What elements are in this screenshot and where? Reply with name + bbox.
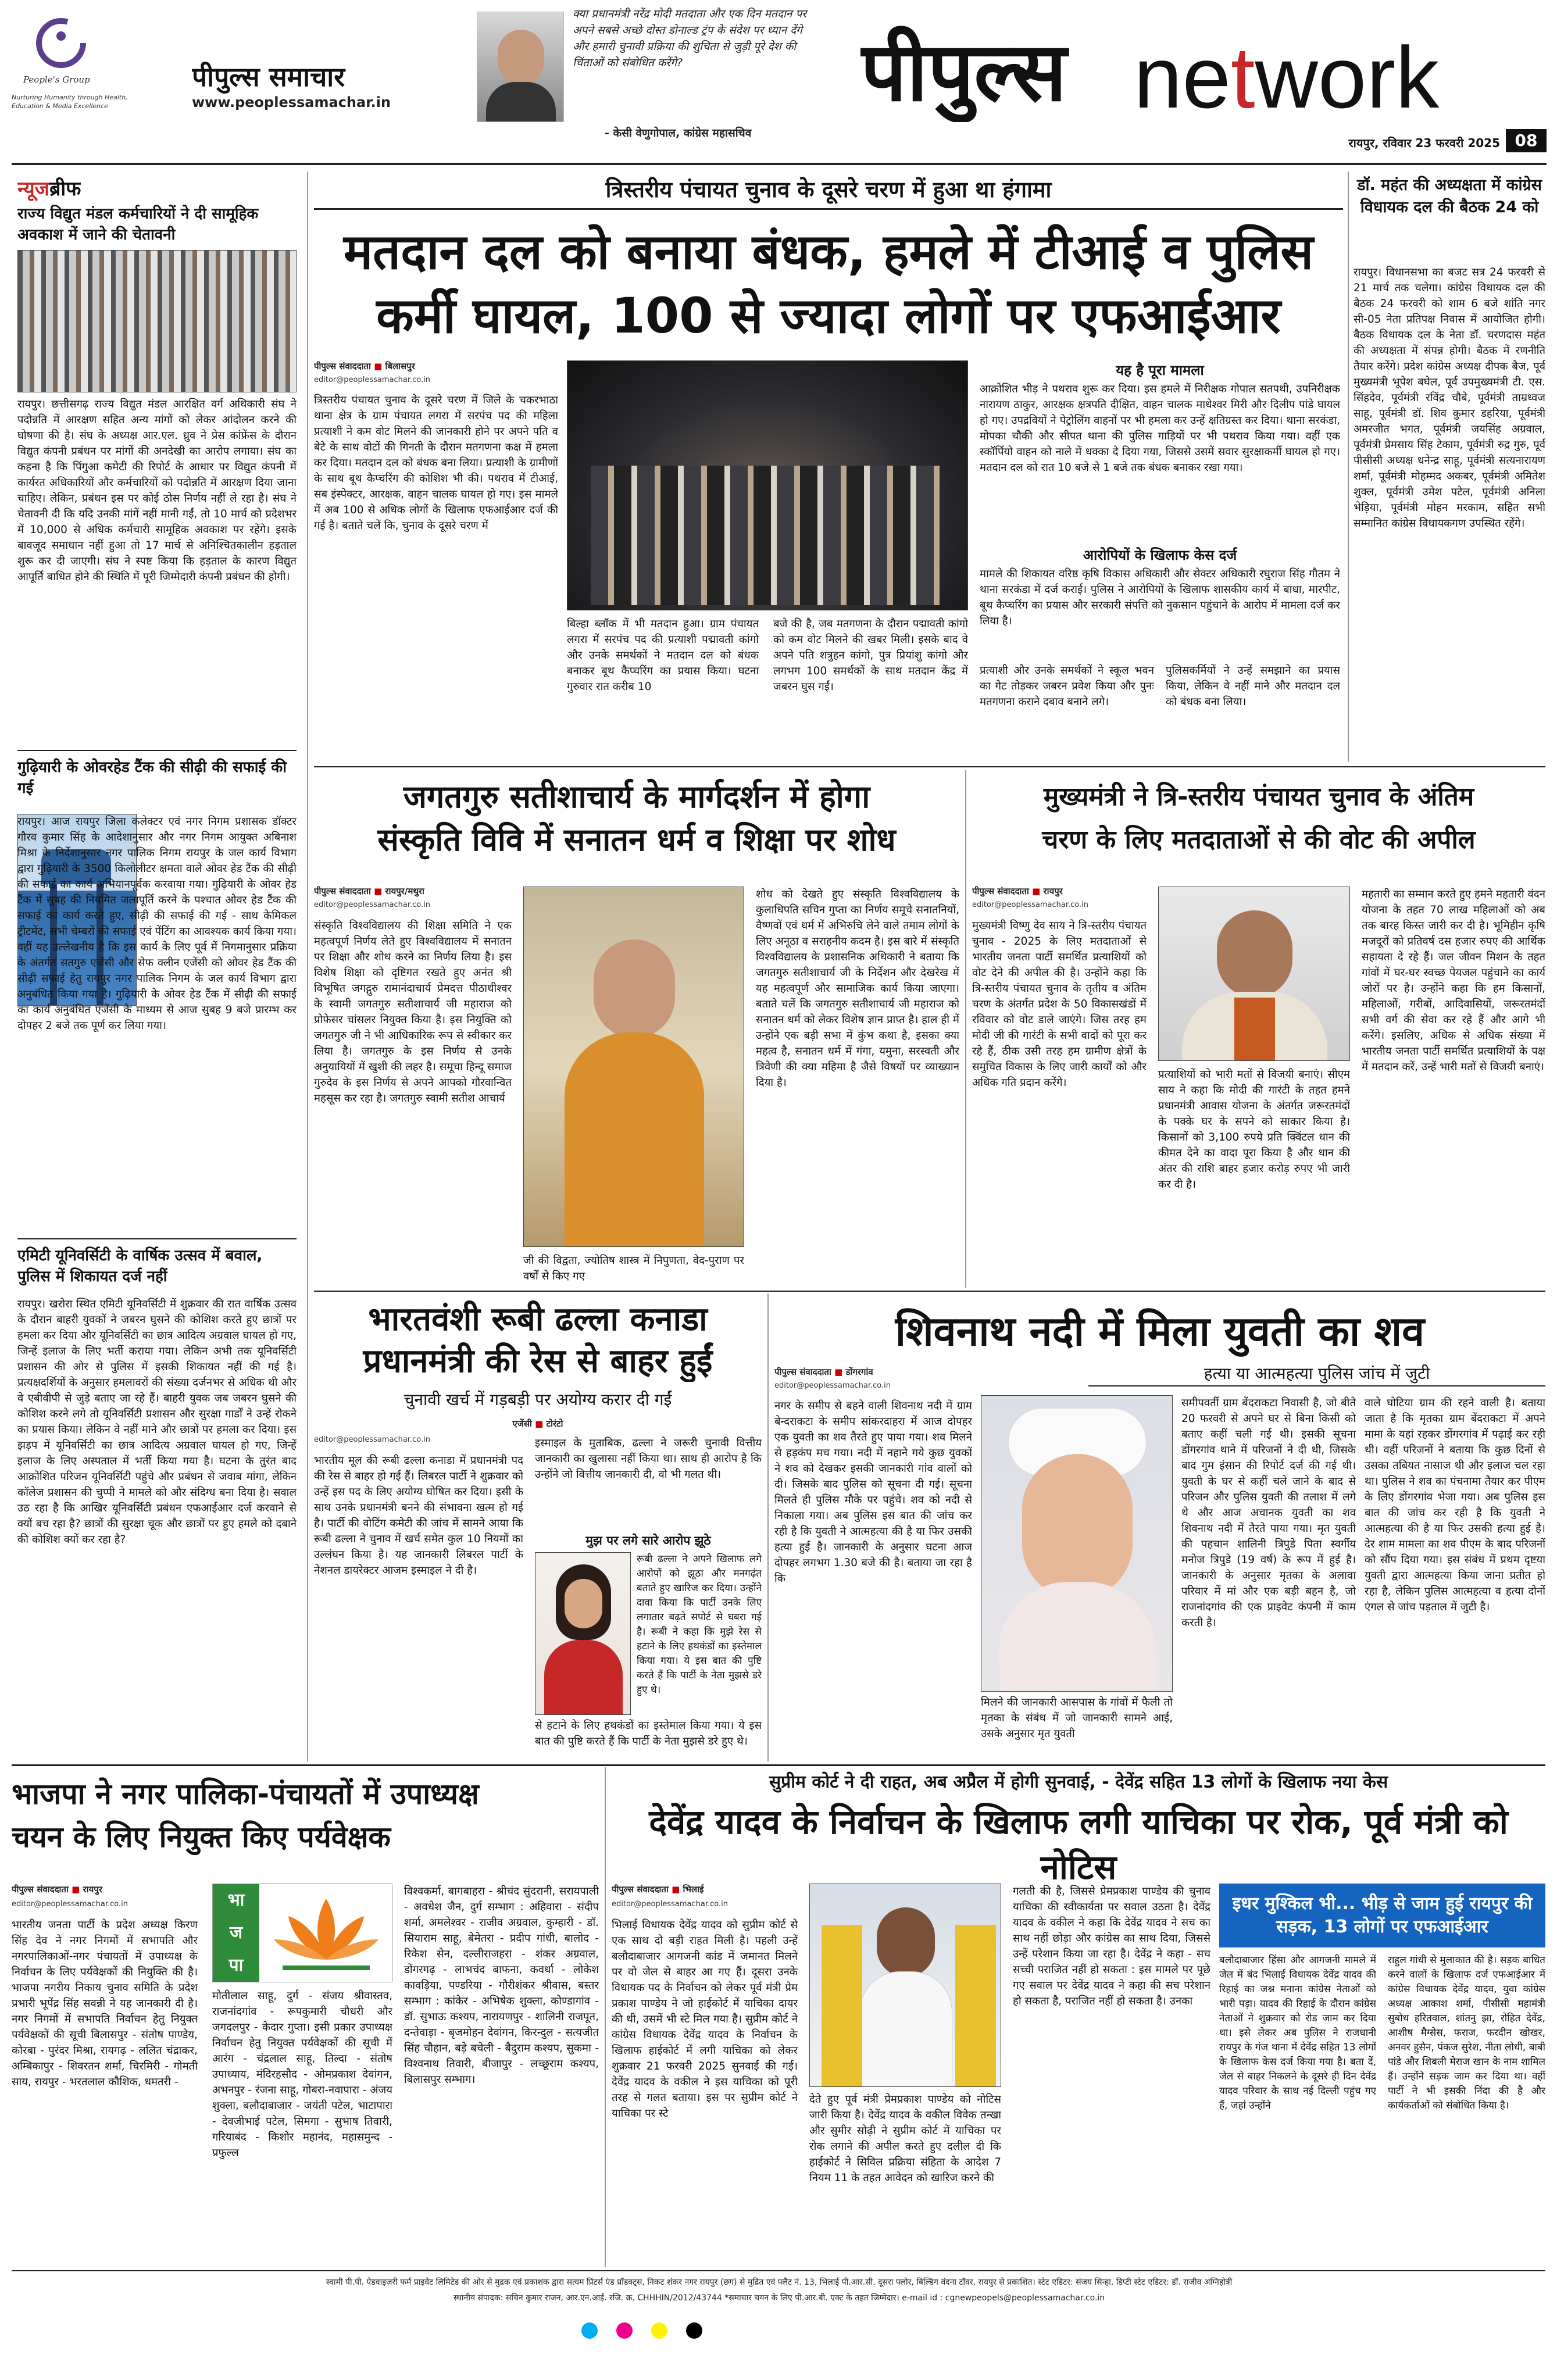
lead-headline-2: कर्मी घायल, 100 से ज्यादा लोगों पर एफआईआर [376, 287, 1281, 344]
jagadguru-headline-1: जगतगुरु सतीशाचार्य के मार्गदर्शन में होगा [403, 778, 870, 815]
ruby-byline: एजेंसी ■ टोरंटो [512, 1418, 563, 1429]
paper-name: पीपुल्स समाचार [192, 61, 345, 92]
brief-3-body: रायपुर। खरोरा स्थित एमिटी यूनिवर्सिटी में शुक्रवार की रात वार्षिक उत्सव के दौरान बाहरी युवकों ने जबरन घुसने की कोशिश करते हुए छात्रों पर हमला कर दिया और यूनिवर्सिटी का छात्र आदित्य अग्रवाल घायल हो गए, जिन्हें इलाज के लिए भर्ती कराया गया। लेकिन अभी तक यूनिवर्सिटी प्रशासन की ओर से पुलिस में इसकी शिकायत नहीं की गई है। प्रत्यक्षदर्शियों के अनुसार हमलावरों की संख्या दर्जनभर से अधिक थी और वे एबीवीपी से जुड़े बताए जा रहे हैं। बाहरी युवक जब जबरन घुसने की कोशिश करने लगे तो यूनिवर्सिटी प्रशासन और सुरक्षा गार्डों ने उन्हें रोकने का प्रयास किया। लेकिन वे नहीं माने और छात्रों पर हमला कर दिया। इस झड़प में यूनिवर्सिटी का छात्र आदित्य अग्रवाल घायल हो गए, जिन्हें इलाज के लिए अस्पताल में भर्ती किया गया है। घटना के तुरंत बाद आक्रोशित परिजन यूनिवर्सिटी पहुंचे और प्रबंधन से जवाब मांगा, लेकिन कॉलेज प्रशासन की चुप्पी ने मामले को और संदिग्ध बना दिया है। सवाल उठ रहा है कि आखिर यूनिवर्सिटी प्रबंधन एफआईआर दर्ज करवाने से क्यों बच रहा है? छात्रों की सुरक्षा चूक और छात्रों पर हुए हमले को दबाने की कोशिश क्यों कर रहा है? [17, 1298, 297, 1546]
lead-email[interactable]: editor@peoplessamachar.co.in [314, 376, 430, 384]
brief-tag-2: ब्रीफ [49, 177, 81, 201]
jagadguru-headline-2: संस्कृति विवि में सनातन धर्म व शिक्षा पर शोध [377, 821, 896, 858]
lead-body-1: त्रिस्तरीय पंचायत चुनाव के दूसरे चरण में जिले के चकरभाठा थाना क्षेत्र के ग्राम पंचायत लगरा में सरपंच पद की महिला प्रत्याशी ने कम वोट मिलने की जानकारी होने पर अपने पति व बेटे के साथ वोटों की गिनती के दौरान मतगणना कक्ष में हमला कर दिया। मतदान दल को बंधक बना लिया। प्रत्याशी के ग्रामीणों के साथ बूथ कैप्चरिंग की कोशिश भी की। पथराव में टीआई, सब इंस्पेक्टर, आरक्षक, वाहन चालक घायल हो गए। इस मामले में अब 100 से अधिक लोगों के खिलाफ एफआईआर दर्ज की गई है। बताते चलें कि, चुनाव के दूसरे चरण में [314, 394, 558, 532]
jagadguru-email[interactable]: editor@peoplessamachar.co.in [314, 900, 430, 909]
shivnath-headline: शिवनाथ नदी में मिला युवती का शव [895, 1307, 1425, 1355]
ruby-rule [767, 1293, 769, 1761]
jagadguru-photo-caption: जी की विद्वता, ज्योतिष शास्त्र में निपुणता, वेद-पुराण पर वर्षों से किए गए [523, 1255, 744, 1282]
shivnath-subhead: हत्या या आत्महत्या पुलिस जांच में जुटी [1088, 1362, 1545, 1386]
ruby-body-1: भारतीय मूल की रूबी ढल्ला कनाडा में प्रधानमंत्री पद की रेस से बाहर हो गई हैं। लिबरल पार्टी ने शुक्रवार को उन्हें इस पद के लिए अयोग्य घोषित कर दिया। इसी के साथ उनके प्रधानमंत्री बनने की संभावना खत्म हो गई है। पार्टी की वोटिंग कमेटी की जांच में सामने आया कि रूबी ढल्ला ने चुनाव में खर्च समेत कुल 10 नियमों का उल्लंघन किया है। यह जानकारी लिबरल पार्टी के नेशनल डायरेक्टर आजम इस्माइल ने दी है। [314, 1455, 523, 1577]
cm-photo [1158, 887, 1350, 1061]
ruby-box-body: रूबी ढल्ला ने अपने खिलाफ लगे आरोपों को झूठा और मनगढ़ंत बताते हुए खारिज कर दिया। उन्होंने दावा किया कि पार्टी उनके लिए लगातार बढ़ते सपोर्ट से घबरा गई है। रूबी ने कहा कि मुझे रेस से हटाने के लिए हथकंडों का इस्तेमाल किया गया। ये इस बात की पुष्टि करते हैं कि पार्टी के नेता मुझसे डरे हुए थे। [637, 1553, 762, 1696]
lead-side-body-3b: पुलिसकर्मियों ने उन्हें समझाने का प्रयास किया, लेकिन वे नहीं माने और मतदान दल को बंधक बना लिया। [1166, 664, 1340, 708]
imprint-line-2: स्थानीय संपादक: सचिन कुमार राजन, आर.एन.आई. रजि. क्र. CHHHIN/2012/43744 *समाचार चयन के लिए पी.आर.बी. एक्ट के तहत जिम्मेदार। e-mail id : cgnewpeopels@peoplessamachar.co.in [453, 2293, 1105, 2303]
jagadguru-byline: पीपुल्स संवाददाता ■ रायपुर/मथुरा [314, 886, 424, 896]
shivnath-body-2: समीपवर्ती ग्राम बेंदराकटा निवासी है, जो बीते 20 फरवरी से अपने घर से बिना किसी को बताए कहीं चली गई थी। इसकी सूचना डोंगरगांव थाने में परिजनों ने दी थी, जिसके बाद गुम इंसान की रिपोर्ट दर्ज की गई थी। युवती के घर से कहीं चले जाने के बाद से परिजन और पुलिस युवती की तलाश में लगे थे और आज अचानक युवती का शव शिवनाथ नदी में तैरते पाया गया। मृत युवती की पहचान शालिनी त्रिपुडे पिता स्वर्गीय मनोज त्रिपुडे (19 वर्ष) के रूप में हुई है। जानकारी के अनुसार मृतका के अलावा परिवार में मां और एक बड़ी बहन है, जो राजनांदगांव की एक प्राइवेट कंपनी में काम करती है। [1181, 1397, 1356, 1629]
ruby-headline-2: प्रधानमंत्री की रेस से बाहर हुईं [363, 1342, 713, 1380]
bjp-body-1: भारतीय जनता पार्टी के प्रदेश अध्यक्ष किरण सिंह देव ने नगर निगमों में सभापति और नगरपालिकाओं-नगर पंचायतों में उपाध्यक्ष के निर्वाचन के लिए पर्यवेक्षकों की नियुक्ति की है। भाजपा नगरीय निकाय चुनाव समिति के प्रदेश प्रभारी भूपेंद्र सिंह सवन्नी ने यह जानकारी दी है। नगर निगमों में सभापति निर्वाचन हेतु नियुक्त पर्यवेक्षकों की सूची बिलासपुर - संतोष पाण्डेय, कोरबा - पुरंदर मिश्रा, रायगढ़ - ललित चंद्राकर, अम्बिकापुर - शिवरतन शर्मा, चिरमिरी - गोमती साय, रायपुर - भरतलाल कौशिक, धमतरी - [12, 1919, 198, 2088]
cm-email[interactable]: editor@peoplessamachar.co.in [972, 900, 1088, 909]
shivnath-story [774, 1293, 1545, 1761]
jagadguru-photo [523, 887, 744, 1247]
cm-body-2: प्रत्याशियों को भारी मतों से विजयी बनाएं। सीएम साय ने कहा कि मोदी की गारंटी के तहत हमने प्रधानमंत्री आवास योजना के अंतर्गत जरूरतमंदों के पक्के घर के सपने को साकार किया है। किसानों को 3,100 रुपये प्रति क्विंटल धान की कीमत देने का वादा पूरा किया है और धान की अंतर की राशि बाहर हजार करोड़ रुपए भी जारी कर दी है। [1158, 1069, 1350, 1191]
brand-en [1134, 28, 1541, 127]
lead-body-2: बिल्हा ब्लॉक में भी मतदान हुआ। ग्राम पंचायत लगरा में सरपंच पद की प्रत्याशी पद्मावती कांगो और उनके समर्थकों ने मतदान दल को बंधक बनाकर बूथ कैप्चरिंग का प्रयास किया। घटना गुरुवार रात करीब 10 [567, 618, 759, 693]
lead-side-head: यह है पूरा मामला [1116, 362, 1204, 378]
shivnath-photo-caption: मिलने की जानकारी आसपास के गांवों में फैली तो मृतका के संबंध में जो जानकारी सामने आई, उसके अनुसार मृत युवती [981, 1696, 1173, 1740]
shivnath-byline: पीपुल्स संवाददाता ■ डोंगरगांव [774, 1367, 873, 1377]
jagadguru-byline-name: पीपुल्स संवाददाता [314, 886, 371, 896]
devendra-byline: पीपुल्स संवाददाता ■ भिलाई [612, 1884, 704, 1895]
bjp-logo-text-3: पा [228, 1955, 244, 1975]
jagadguru-byline-place: रायपुर/मथुरा [385, 886, 424, 896]
lead-right-rule [1348, 171, 1349, 762]
bjp-headline-2: चयन के लिए नियुक्त किए पर्यवेक्षक [12, 1820, 391, 1854]
lead-side-head-2: आरोपियों के खिलाफ केस दर्ज [1083, 547, 1237, 563]
ruby-subhead: चुनावी खर्च में गड़बड़ी पर अयोग्य करार दी गईं [403, 1390, 672, 1409]
devendra-story [612, 1767, 1545, 2267]
lead-side-body: आक्रोशित भीड़ ने पथराव शुरू कर दिया। इस हमले में निरीक्षक गोपाल सतपथी, उपनिरीक्षक नारायण ठाकुर, आरक्षक क्षत्रपति दीक्षित, वाहन चालक माधेश्वर मिरी और दिलीप पांडे घायल हो गए। उपद्रवियों ने पेट्रोलिंग वाहनों पर भी हमला कर उन्हें क्षतिग्रस्त कर दिया। थाना सरकंडा, मोपका चौकी और सीपत थाना की पुलिस गाड़ियों पर भी पथराव किया गया। वहीं एक स्कॉर्पियो वाहन को नाले में धक्का दे दिया गया, जिससे उसमें सवार सुरक्षाकर्मी घायल हो गए। मतदान दल को रात 10 बजे से 1 बजे तक बंधक बनाकर रखा गया। [980, 383, 1340, 474]
shivnath-email[interactable]: editor@peoplessamachar.co.in [774, 1381, 891, 1390]
registration-marks [581, 2320, 977, 2343]
brief-2-headline: गुढ़ियारी के ओवरहेड टैंक की सीढ़ी की सफाई की गई [17, 759, 287, 797]
devendra-photo [809, 1884, 1001, 2087]
ruby-body-3: से हटाने के लिए हथकंडों का इस्तेमाल किया गया। ये इस बात की पुष्टि करते हैं कि पार्टी के नेता मुझसे डरे हुए थे। [535, 1720, 762, 1748]
jagadguru-body-2: शोध को देखते हुए संस्कृति विश्वविद्यालय के कुलाधिपति सचिन गुप्ता का निर्णय समूचे सनातनियों, वैष्णवों एवं धर्म में अभिरुचि लेने वाले तमाम लोगों के लिए अनूठा व सराहनीय कदम है। इस बारे में संस्कृति विश्वविद्यालय के प्रशासनिक अधिकारी ने बताया कि जगतगुरु सतीशाचार्य जी के निर्देशन और देखरेख में यह महत्वपूर्ण और सामाजिक कार्य किया जाएगा। बताते चलें कि जगतगुरु सतीशाचार्य जी महाराज को सनातन धर्म को लेकर विशेष ज्ञान प्राप्त है। हाल ही में उन्होंने एक बड़ी सभा में कुंभ कथा है, इसका क्या महत्व है, सनातन धर्म में गंगा, यमुना, सरस्वती और त्रिवेणी की क्या महिमा है जैसे विषयों पर व्याख्यान दिया है। [756, 888, 959, 1089]
brief-1-headline: राज्य विद्युत मंडल कर्मचारियों ने दी सामूहिक अवकाश में जाने की चेतावनी [17, 205, 259, 244]
brief-2-body: रायपुर। आज रायपुर जिला कलेक्टर एवं नगर निगम प्रशासक डॉक्टर गौरव कुमार सिंह के आदेशानुसार और नगर निगम आयुक्त अबिनाश मिश्रा के निर्देशानुसार नगर पालिक निगम रायपुर के जल कार्य विभाग द्वारा गुढ़ियारी के 3500 किलोलीटर क्षमता वाले ओवर हेड टैंक की सीढ़ी की सफाई का कार्य अभियानपूर्वक करवाया गया। गुढ़ियारी के ओवर हेड टैंक में सुबह की नियमित जलापूर्ति करने के पश्चात ओवर हेड टैंक की सफाई का कार्य करते हुए, सीढ़ी की सफाई की गई - साथ केमिकल ट्रीटमेंट, सभी चेम्बरों की सफाई एवं पेंटिंग का आवश्यक कार्य किया गया। वहीं यह उल्लेखनीय है कि इस कार्य के लिए पूर्व में निगमानुसार प्रक्रिया के अंतर्गत सतगुरु एजेंसी और सेफ क्लीन एजेंसी को ओवर हेड टैंक की सीढ़ी सफाई हेतु रायपुर नगर पालिक निगम के जल कार्य विभाग द्वारा अनुबंधित किया गया है। गुढ़ियारी के ओवर हेड टैंक में सीढ़ी की सफाई का कार्य अनुबंधित एजेंसी के माध्यम से आज सुबह 9 बजे प्रारम्भ कर दोपहर 2 बजे तक पूर्ण कर लिया गया। [17, 816, 297, 1032]
bjp-body-3: विश्वकर्मा, बागबाहरा - श्रीचंद सुंदरानी, सरायपाली - अवधेश जैन, दुर्ग सम्भाग : अहिवारा - संदीप शर्मा, अमलेश्वर - राजीव अग्रवाल, कुम्हारी - डॉ. सियाराम साहू, बेमेतरा - प्रदीप गांधी, बालोद - रिकेश सेन, दल्लीराजहरा - शंकर अग्रवाल, डोंगरगढ़ - लाभचंद बाफना, कवर्धा - लोकेश कावड़िया, पण्डरिया - गौरीशंकर श्रीवास, बस्तर सम्भाग : कांकेर - अभिषेक शुक्ला, कोण्डागांव - डॉ. सुभाऊ कश्यप, नारायणपुर - शालिनी राजपूत, दन्तेवाड़ा - बृजमोहन देवांगन, किरन्दुल - सत्यजीत सिंह चौहान, बड़े बचेली - बैदुराम कश्यप, सुकमा - विश्वनाथ तिवारी, बीजापुर - लच्छूराम कश्यप, बिलासपुर सम्भाग। [404, 1885, 599, 2086]
lead-byline: पीपुल्स संवाददाता ■ बिलासपुर [314, 361, 415, 371]
quote-author: - केसी वेणुगोपाल, कांग्रेस महासचिव [605, 127, 752, 140]
devendra-kicker: सुप्रीम कोर्ट ने दी राहत, अब अप्रैल में होगी सुनवाई, - देवेंद्र सहित 13 लोगों के खिलाफ नया केस [769, 1772, 1388, 1792]
row-1-rule [314, 766, 1545, 767]
brief-1-body: रायपुर। छत्तीसगढ़ राज्य विद्युत मंडल आरक्षित वर्ग अधिकारी संघ ने पदोन्नति में आरक्षण सहित अन्य मांगों को लेकर आंदोलन करने की घोषणा की है। संघ के अध्यक्ष आर.एल. ध्रुव ने प्रेस कांफ्रेंस के दौरान विद्युत कंपनी प्रबंधन पर मांगों की अनदेखी का आरोप लगाया। संघ का कहना है कि पिंगुआ कमेटी की रिपोर्ट के आधार पर विद्युत कंपनी में कार्यरत अधिकारियों और कर्मचारियों को पदोन्नति में आरक्षण दिया जाना चाहिए। लेकिन, प्रबंधन इस पर कोई ठोस निर्णय नहीं ले रहा है। संघ ने चेतावनी दी कि यदि उनकी मांगें नहीं मानी गईं, तो 10 मार्च को प्रदेशभर में 10,000 से अधिक कर्मचारी सामूहिक अवकाश पर रहेंगे। इसके बावजूद समाधान नहीं हुआ तो 17 मार्च से अनिश्चितकालीन हड़ताल शुरू कर दी जाएगी। संघ ने स्पष्ट किया कि हड़ताल के कारण विद्युत आपूर्ति बाधित होने की स्थिति में पूरी जिम्मेदारी कंपनी प्रबंधन की होगी। [17, 398, 297, 583]
cm-byline-place: रायपुर [1043, 886, 1063, 896]
footer-rule [12, 2270, 1545, 2271]
brand-en-text: network [1134, 28, 1440, 126]
quote-portrait [477, 12, 564, 122]
jagadguru-body-1: संस्कृति विश्वविद्यालय की शिक्षा समिति ने एक महत्वपूर्ण निर्णय लेते हुए विश्वविद्यालय में सनातन पर शिक्षा और शोध करने का निर्णय लिया है। इस विशेष शिक्षा को दृष्टिगत रखते हुए अनंत श्री विभूषित जगद्गुरु रामानंदाचार्य प्रेमदत्त पीठाधीश्वर के स्वामी जगतगुरु सतीशाचार्य जी महाराज को प्रोफेसर चांसलर नियुक्त किया है। इस नियुक्ति को जगतगुरु जी ने भी आधिकारिक रूप से स्वीकार कर लिया है। जगतगुरु के इस निर्णय से उनके अनुयायियों में खुशी की लहर है। समूचा हिन्दू समाज गुरुदेव के इस निर्णय से अपने आपको गौरवान्वित महसूस कर रहा है। जगतगुरु स्वामी सतीश आचार्य [314, 920, 512, 1105]
bjp-story [12, 1767, 599, 2267]
devendra-byline-place: भिलाई [683, 1884, 704, 1895]
ruby-body-2: इस्माइल के मुताबिक, ढल्ला ने जरूरी चुनावी वित्तीय जानकारी का खुलासा नहीं किया था। साथ ही आरोप है कि उन्होंने जो वित्तीय जानकारी दी, वो भी गलत थी। [535, 1437, 762, 1481]
news-brief-column [12, 169, 302, 1761]
peoples-group-logo [17, 13, 105, 83]
devendra-email[interactable]: editor@peoplessamachar.co.in [612, 1900, 728, 1909]
lotus-icon [259, 1884, 392, 1982]
bjp-logo [212, 1884, 392, 1982]
logo-subline: Nurturing Humanity through Health, Education & Media Excellence [12, 94, 128, 110]
masthead [0, 0, 1557, 169]
devendra-box [1219, 1884, 1545, 2267]
brand-hindi: पीपुल्स [860, 25, 1067, 120]
devendra-body-1: भिलाई विधायक देवेंद्र यादव को सुप्रीम कोर्ट से एक साथ दो बड़ी राहत मिली है। पहली उन्हें बलौदाबाजार आगजनी कांड में जमानत मिलने पर वो जेल से बाहर आ गए हैं। दूसरा उनके विधायक पद के निर्वाचन को लेकर पूर्व मंत्री प्रेम प्रकाश पाण्डेय ने जो हाईकोर्ट में याचिका दायर की थी, उसमें भी स्टे मिल गया है। सुप्रीम कोर्ट ने कांग्रेस विधायक देवेंद्र यादव के निर्वाचन के खिलाफ हाईकोर्ट में लगी याचिका को लेकर शुक्रवार 21 फरवरी 2025 सुनवाई की गई। देवेंद्र यादव के वकील ने इस याचिका को पूरी तरह से गलत बताया। इस पर सुप्रीम कोर्ट ने याचिका पर स्टे [612, 1919, 798, 2120]
shivnath-photo [981, 1395, 1173, 1692]
bjp-byline-place: रायपुर [83, 1884, 102, 1895]
bjp-body-2: मोतीलाल साहू, दुर्ग - संजय श्रीवास्तव, राजनांदगांव - रूपकुमारी चौधरी और जगदलपुर - केदार गुप्ता। इसी प्रकार उपाध्यक्ष निर्वाचन हेतु नियुक्त पर्यवेक्षकों की सूची में आरंग - चंद्रलाल साहू, तिल्दा - संतोष उपाध्याय, मंदिरहसौद - ओमप्रकाश देवांगन, अभनपुर - रंजना साहू, गोबरा-नवापारा - अंजय शुक्ला, बलौदाबाजार - जयंती पटेल, भाटापारा - देवजीभाई पटेल, सिमगा - सुभाष तिवारी, गरियाबंद - किशोर महानंद, महासमुन्द - प्रफुल्ल [212, 1990, 392, 2159]
bjp-logo-text-2: ज [229, 1922, 243, 1943]
devendra-box-headline: इधर मुश्किल भी... भीड़ से जाम हुई रायपुर की सड़क, 13 लोगों पर एफआईआर [1219, 1884, 1545, 1947]
cm-headline-2: चरण के लिए मतदाताओं से की वोट की अपील [1042, 825, 1476, 855]
peoples-group-logo-icon [17, 13, 105, 71]
ruby-box-head: मुझ पर लगे सारे आरोप झूठे [585, 1534, 711, 1548]
lead-side-body-2: मामले की शिकायत वरिष्ठ कृषि विकास अधिकारी और सेक्टर अधिकारी रघुराज सिंह गौतम ने थाना सरकंडा में दर्ज कराई। पुलिस ने आरोपियों के खिलाफ शासकीय कार्य में बाधा, मारपीट, बूथ कैप्चरिंग का प्रयास और सरकारी संपत्ति को नुकसान पहुंचाने के आरोप में मामला दर्ज कर लिया है। [980, 568, 1340, 627]
ruby-email[interactable]: editor@peoplessamachar.co.in [314, 1435, 430, 1444]
cm-headline-1: मुख्यमंत्री ने त्रि-स्तरीय पंचायत चुनाव के अंतिम [1043, 782, 1474, 812]
congress-story [1354, 171, 1545, 759]
devendra-box-body-2: राहुल गांधी से मुलाकात की है। सड़क बाधित करने वालों के खिलाफ दर्ज एफआईआर में कांग्रेस विधायक देवेंद्र यादव, युवा कांग्रेस अध्यक्ष आकाश शर्मा, पीसीसी महामंत्री सुबोध हरितवाल, शांतनु झा, रोहित देवेंद्र, आशीष मैग्सेस, फराज, फरदीन खोखर, अनवर हुसैन, पंकज सुरेश, नीता लोधी, बाबी पांडे और शिबली मेराज खान के नाम शामिल हैं। उन्होंने सड़क जाम कर दिया था। वहीं पार्टी ने भी इसकी निंदा की है और कार्यकर्ताओं को संबोधित किया है। [1388, 1954, 1545, 2111]
lead-byline-place: बिलासपुर [385, 361, 415, 371]
imprint-line-1: स्वामी पी.पी. ऐडवाइज़री फर्म प्राइवेट लिमिटेड की ओर से मुद्रक एवं प्रकाशक द्वारा सत्यम प्रिंटर्स एंड प्रॉडक्ट्स, निकट शंकर नगर रायपुर (छग) से मुद्रित एवं फ्लैट नं. 13, भिलाई पी.आर.सी. दूसरा फ्लोर, बिल्डिंग वंदना टॉवर, रायपुर से प्रकाशित। स्टेट एडिटर: संजय सिन्हा, डिप्टी स्टेट एडिटर: डॉ. राजीव अग्निहोत्री [326, 2278, 1233, 2287]
ruby-photo [535, 1552, 631, 1715]
bjp-rule [605, 1767, 606, 2267]
row-3-rule [12, 1764, 1545, 1766]
brief-divider-2 [17, 1238, 297, 1239]
lead-kicker: त्रिस्तरीय पंचायत चुनाव के दूसरे चरण में हुआ था हंगामा [314, 176, 1343, 210]
lead-side-box [980, 360, 1340, 756]
bjp-logo-text-box [213, 1884, 259, 1982]
devendra-box-body-1: बलौदाबाजार हिंसा और आगजनी मामले में जेल में बंद भिलाई विधायक देवेंद्र यादव की रिहाई का जश्न मनाना कांग्रेस नेताओं को भारी पड़ा। यादव की रिहाई के दौरान कांग्रेस नेताओं ने शुक्रवार को रोड जाम कर दिया था। इसे लेकर अब पुलिस ने राजधानी रायपुर के गंज थाना में देवेंद्र सहित 13 लोगों के खिलाफ केस दर्ज किया गया है। बता दें, जेल से बाहर निकलने के दूसरे ही दिन देवेंद्र यादव परिवार के साथ नई दिल्ली पहुंच गए हैं, जहां उन्होंने [1219, 1954, 1376, 2111]
lead-headline-1: मतदान दल को बनाया बंधक, हमले में टीआई व पुलिस [343, 223, 1314, 280]
devendra-photo-caption: देते हुए पूर्व मंत्री प्रेमप्रकाश पाण्डेय को नोटिस जारी किया है। देवेंद्र यादव के वकील विवेक तन्खा और सुमीर सोढ़ी ने सुप्रीम कोर्ट में याचिका पर रोक लगाने की अपील करते हुए दलील दी कि हाईकोर्ट ने सिविल प्रक्रिया संहिता के आदेश 7 नियम 11 के तहत आवेदन को खारिज करने की [809, 2093, 1001, 2184]
shivnath-body-1: नगर के समीप से बहने वाली शिवनाथ नदी में ग्राम बेन्दराकटा के समीप सांकरदाहरा में आज दोपहर एक युवती का शव तैरते हुए पाया गया। शव मिलने से हड़कंप मच गया। नदी में नहाने गये कुछ युवकों ने शव को देखकर इसकी जानकारी गांव वालों को दी। जिसके बाद पुलिस को सूचना दी गई। सूचना मिलते ही पुलिस मौके पर पहुंचे। शव को नदी से निकाला गया। अब पुलिस इस बात की जांच कर रही है कि युवती ने आत्महत्या की है या फिर उसकी हत्या हुई है। जानकारी के अनुसार घटना आज दोपहर लगभग 1.30 बजे की है। बताया जा रहा है कि [774, 1400, 972, 1585]
bjp-byline-name: पीपुल्स संवाददाता [12, 1884, 69, 1895]
bjp-email[interactable]: editor@peoplessamachar.co.in [12, 1900, 128, 1909]
devendra-headline: देवेंद्र यादव के निर्वाचन के खिलाफ लगी याचिका पर रोक, पूर्व मंत्री को नोटिस [649, 1802, 1508, 1887]
devendra-byline-name: पीपुल्स संवाददाता [612, 1884, 669, 1895]
cm-body-1: मुख्यमंत्री विष्णु देव साय ने त्रि-स्तरीय पंचायत चुनाव - 2025 के लिए मतदाताओं से भारतीय जनता पार्टी समर्थित प्रत्याशियों को वोट देने की अपील की है। उन्होंने कहा कि त्रि-स्तरीय पंचायत चुनाव के तृतीय व अंतिम चरण के अंतर्गत प्रदेश के 50 विकासखंडों में रविवार को वोट डाले जाएंगे। जिस तरह हम मोदी जी की गारंटी के सभी वादों को पूरा कर रहे हैं, ठीक उसी तरह हम ग्रामीण क्षेत्रों के समुचित विकास के लिए जारी कार्यों को और अधिक गति प्रदान करेंगे। [972, 920, 1147, 1089]
dateline: रायपुर, रविवार 23 फरवरी 2025 [1348, 136, 1500, 150]
bjp-logo-text-1: भा [227, 1890, 245, 1910]
bjp-byline: पीपुल्स संवाददाता ■ रायपुर [12, 1884, 102, 1895]
ruby-headline-1: भारतवंशी रूबी ढल्ला कनाडा [368, 1300, 708, 1338]
page-number: 08 [1506, 129, 1547, 152]
lead-story [314, 169, 1343, 762]
lead-photo [567, 360, 968, 610]
ruby-story [314, 1293, 762, 1761]
shivnath-byline-name: पीपुल्स संवाददाता [774, 1367, 831, 1377]
brief-tag [17, 174, 81, 201]
brief-tag-1: न्यूज [17, 177, 49, 201]
row-2-rule [314, 1291, 1545, 1292]
brief-3-headline: एमिटी यूनिवर्सिटी के वार्षिक उत्सव में बवाल, पुलिस में शिकायत दर्ज नहीं [17, 1247, 263, 1285]
brief-1-photo [17, 250, 297, 392]
brief-divider-1 [17, 750, 297, 751]
lead-byline-name: पीपुल्स संवाददाता [314, 361, 371, 371]
devendra-body-2: गलती की है, जिससे प्रेमप्रकाश पाण्डेय की चुनाव याचिका की स्वीकार्यता पर सवाल उठता है। देवेंद्र यादव के वकील ने कहा कि देवेंद्र यादव ने सच का साथ नहीं छोड़ा और कांग्रेस का साथ दिया, जिससे उन्हें परेशान किया जा रहा है। देवेंद्र ने कहा - सच सच्ची पराजित नहीं हो सकता : इस मामले पर पूछे गए सवाल पर देवेंद्र यादव ने कहा की सच परेशान हो सकता है, पराजित नहीं हो सकता है। उनका [1013, 1885, 1210, 2007]
ruby-byline-name: एजेंसी [512, 1418, 532, 1429]
masthead-quote: क्या प्रधानमंत्री नरेंद्र मोदी मतदाता और एक दिन मतदान पर अपने सबसे अच्छे दोस्त डोनाल्ड ट्रंप के संदेश पर ध्यान देंगे और हमारी चुनावी प्रक्रिया की शुचिता से जुड़ी पूरे देश की चिंताओं को संबोधित करेंगे? [573, 8, 807, 69]
shivnath-body-3: वाले घोटिया ग्राम की रहने वाली है। बताया जाता है कि मृतका ग्राम बेंदराकटा में अपने मामा के यहां रहकर डोंगरगांव में पढ़ाई कर रही थी। वहीं परिजनों ने बताया कि कुछ दिनों से उसका तबियत नासाज थी और इलाज चल रहा था। पुलिस ने शव का पंचनामा तैयार कर पीएम के लिए डोंगरगांव भेजा गया। अब पुलिस इस बात की जांच कर रही है कि युवती ने आत्महत्या की है या फिर उसकी हत्या हुई है। देर शाम मामला का शव पीएम के बाद परिजनों को सौंप दिया गया। इस संबंध में प्रथम दृष्टया युवती द्वारा आत्महत्या किया जाना प्रतीत हो रहा है, लेकिन पुलिस आत्महत्या व हत्या दोनों एंगल से जांच पड़ताल में जुटी है। [1365, 1397, 1545, 1613]
lead-side-body-3a: प्रत्याशी और उनके समर्थकों ने स्कूल भवन का गेट तोड़कर जबरन प्रवेश किया और पुनः मतगणना कराने दबाव बनाने लगे। [980, 664, 1154, 708]
logo-tagline: People's Group [23, 74, 90, 85]
shivnath-byline-place: डोंगरगांव [845, 1367, 873, 1377]
ruby-byline-place: टोरंटो [546, 1418, 563, 1429]
masthead-rule [12, 163, 1547, 165]
congress-body: रायपुर। विधानसभा का बजट सत्र 24 फरवरी से 21 मार्च तक चलेगा। कांग्रेस विधायक दल की बैठक 24 फरवरी को शाम 6 बजे शांति नगर सी-05 नेता प्रतिपक्ष निवास में आयोजित होगी। बैठक विधायक दल के नेता डॉ. चरणदास महंत की अध्यक्षता में संपन्न होगी। बैठक में रणनीति तैयार करेंगे। प्रदेश कांग्रेस अध्यक्ष दीपक बैज, पूर्व मुख्यमंत्री भूपेश बघेल, पूर्व उपमुख्यमंत्री टी. एस. सिंहदेव, पूर्वमंत्री रविंद्र चौबे, पूर्वमंत्री ताम्रध्वज साहू, पूर्वमंत्री डॉ. शिव कुमार डहरिया, पूर्वमंत्री अमरजीत भगत, पूर्वमंत्री जयसिंह अग्रवाल, पूर्वमंत्री प्रेमसाय सिंह टेकाम, पूर्वमंत्री रुद्र गुरु, पूर्व पीसीसी अध्यक्ष धनेन्द्र साहू, पूर्वमंत्री सत्यनारायण शर्मा, पूर्वमंत्री मोहम्मद अकबर, पूर्वमंत्री अमितेश शुक्ल, पूर्वमंत्री उमेश पटेल, पूर्वमंत्री अनिला भेड़िया, पूर्वमंत्री मोहन मरकाम, सहित सभी सम्मानित कांग्रेस विधायकगण उपस्थित रहेंगे। [1354, 266, 1545, 530]
brief-column-rule [307, 171, 308, 1761]
cm-story [972, 770, 1545, 1293]
jagadguru-rule [965, 770, 966, 1288]
paper-url[interactable]: www.peoplessamachar.in [192, 94, 391, 110]
lead-body-3: बजे की है, जब मतगणना के दौरान पद्मावती कांगो को कम वोट मिलने की खबर मिली। इसके बाद वे अपने पति शत्रुहन कांगो, पुत्र प्रियांशु कांगो और लगभग 100 समर्थकों के साथ मतदान केंद्र में जबरन घुस गईं। [773, 618, 968, 693]
bjp-headline-1: भाजपा ने नगर पालिका-पंचायतों में उपाध्यक्ष [12, 1777, 479, 1811]
cm-byline: पीपुल्स संवाददाता ■ रायपुर [972, 886, 1063, 896]
cm-byline-name: पीपुल्स संवाददाता [972, 886, 1029, 896]
cm-body-3: महतारी का सम्मान करते हुए हमने महतारी वंदन योजना के तहत 70 लाख महिलाओं को अब तक बारह किस्त जारी कर दी है। भूमिहीन कृषि मजदूरों को प्रतिवर्ष दस हजार रुपए की आर्थिक सहायता दे रहे हैं। जल जीवन मिशन के तहत गांवों में घर-घर स्वच्छ पेयजल पहुंचाने का कार्य जोरों पर है। उन्होंने कहा कि हम किसानों, महिलाओं, गरीबों, आदिवासियों, जरूरतमंदों सभी वर्ग की सेवा कर रहे हैं और आगे भी करेंगे। इसलिए, अधिक से अधिक संख्या में भारतीय जनता पार्टी समर्थित प्रत्याशियों के पक्ष में मतदान करें, उन्हें भारी मतों से विजयी बनाएं। [1362, 888, 1545, 1073]
congress-headline: डॉ. महंत की अध्यक्षता में कांग्रेस विधायक दल की बैठक 24 को [1357, 176, 1542, 216]
jagadguru-story [314, 770, 959, 1293]
